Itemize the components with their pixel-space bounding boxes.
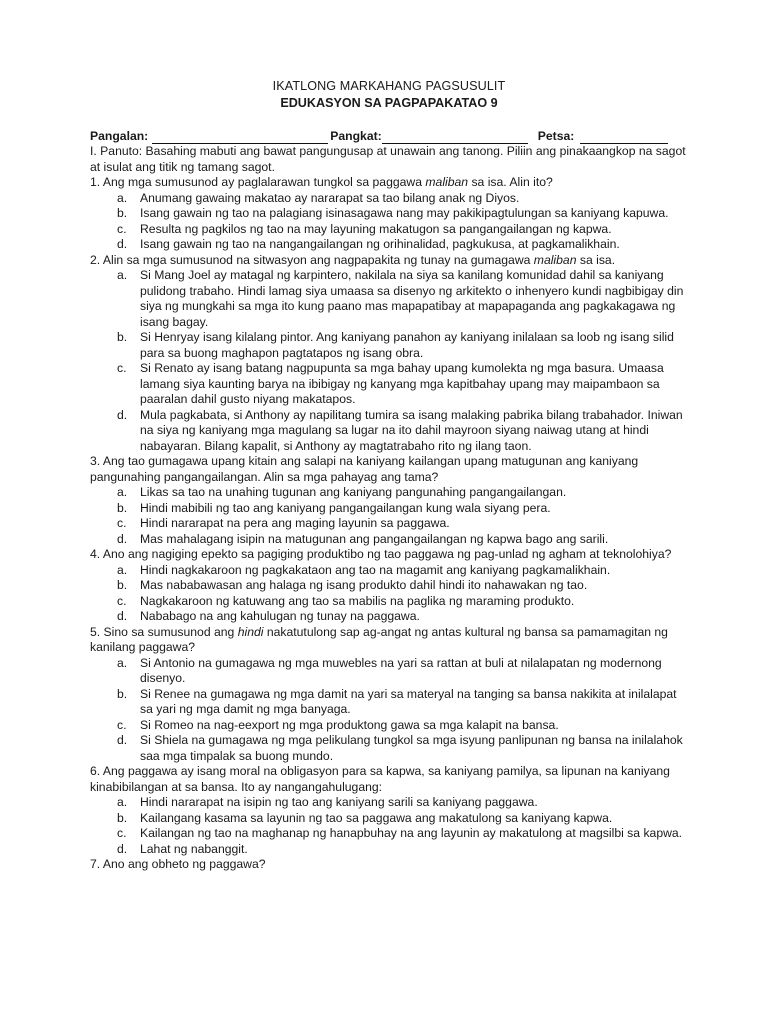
option-item [90,330,688,361]
option-text: Hindi nararapat na isipin ng tao ang kaniyang sarili sa kaniyang paggawa. [140,795,538,809]
option-item [90,842,688,858]
option-text: Si Romeo na nag-eexport ng mga produktong gawa sa mga kalapit na bansa. [140,717,559,732]
question-text [90,857,688,873]
option-letter: d. [117,609,128,623]
option-item [90,656,688,687]
question-text [90,764,688,795]
option-list [90,656,688,765]
option-item [90,563,688,579]
question-text [90,253,688,269]
option-letter: c. [117,221,127,236]
exam-title: IKATLONG MARKAHANG PAGSUSULIT [272,79,506,93]
question-text [90,175,688,191]
question-text [90,454,688,485]
option-list [90,485,688,547]
option-text: Isang gawain ng tao na palagiang isinasagawa nang may pakikipagtulungan sa kaniyang kapuwa. [140,206,669,220]
option-item [90,733,688,764]
option-text: Kailangang kasama sa layunin ng tao sa paggawa ang makatulong sa kaniyang kapwa. [140,810,613,825]
option-letter: c. [117,717,127,732]
question-text-part: 7. Ano ang obheto ng paggawa? [90,857,266,871]
option-list [90,268,688,454]
petsa-blank [580,131,668,144]
pangalan-label: Pangalan: [90,129,149,143]
option-item [90,609,688,625]
pangkat-blank [382,131,528,144]
option-text: Si Shiela na gumagawa ng mga pelikulang tungkol sa mga isyung panlipunan ng bansa na inilalahok saa mga timpalak sa buong mundo. [140,733,683,763]
panuto-instructions: I. Panuto: Basahing mabuti ang bawat pangungusap at unawain ang tanong. Piliin ang pinakaangkop na sagot at isulat ang titik ng tamang sagot. [90,144,686,174]
option-item [90,795,688,811]
option-item [90,811,688,827]
option-letter: c. [117,361,127,375]
option-item [90,501,688,517]
option-letter: c. [117,826,127,840]
option-item [90,594,688,610]
option-item [90,206,688,222]
option-letter: b. [117,686,128,701]
option-letter: a. [117,562,128,577]
question-text-part: 5. Sino sa sumusunod ang [90,624,238,639]
question-1 [90,175,688,253]
option-item [90,191,688,207]
option-item [90,718,688,734]
option-text: Mula pagkabata, si Anthony ay napilitang tumira sa isang malaking pabrika bilang trabahador. Iniwan na siya ng kaniyang mga magulang sa lugar na ito dahil mayroon siyang naiwag utang at hindi nabayaran. Bilang kapalit, si Anthony ay magtatrabaho rito ng ilang taon. [140,407,683,453]
question-4 [90,547,688,625]
option-item [90,687,688,718]
option-text: Mas nababawasan ang halaga ng isang produkto dahil hindi ito nahawakan ng tao. [140,578,588,592]
option-letter: d. [117,237,128,251]
option-text: Kailangan ng tao na maghanap ng hanapbuhay na ang layunin ay makatulong at magsilbi sa kapwa. [140,826,683,840]
option-letter: b. [117,500,128,515]
option-text: Hindi nagkakaroon ng pagkakataon ang tao na magamit ang kaniyang pagkamalikhain. [140,562,611,577]
option-text: Nababago na ang kahulugan ng tunay na paggawa. [140,609,420,623]
pangalan-blank [152,131,328,144]
student-info-row [90,128,688,144]
option-text: Hindi nararapat na pera ang maging layunin sa paggawa. [140,516,450,530]
question-text-part: 2. Alin sa mga sumusunod na sitwasyon ang nagpapakita ng tunay na gumagawa [90,252,534,267]
option-item [90,361,688,408]
option-letter: b. [117,810,128,825]
question-text [90,547,688,563]
question-text [90,625,688,656]
option-item [90,268,688,330]
question-emphasis: maliban [425,175,469,189]
option-item [90,408,688,455]
option-letter: d. [117,733,128,747]
question-5 [90,625,688,765]
option-item [90,578,688,594]
option-text: Nagkakaroon ng katuwang ang tao sa mabilis na paglika ng maraming produkto. [140,593,575,608]
option-list [90,191,688,253]
option-text: Isang gawain ng tao na nangangailangan ng orihinalidad, pagkukusa, at pagkamalikhain. [140,237,620,251]
option-item [90,237,688,253]
question-text-part: sa isa. Alin ito? [468,175,553,189]
option-letter: d. [117,841,128,856]
question-text-part: 3. Ang tao gumagawa upang kitain ang salapi na kaniyang kailangan upang matugunan ang kaniyang pangunahing pangangailangan. Alin sa mga pahayag ang tama? [90,454,639,484]
pangkat-label: Pangkat: [330,129,382,143]
option-letter: d. [117,407,128,422]
question-3 [90,454,688,547]
option-text: Lahat ng nabanggit. [140,841,248,856]
question-text-part: 4. Ano ang nagiging epekto sa pagiging produktibo ng tao paggawa ng pag-unlad ng agham at teknolohiya? [90,547,672,561]
exam-content [90,144,688,873]
option-letter: b. [117,330,128,344]
option-item [90,532,688,548]
exam-subject: EDUKASYON SA PAGPAPAKATAO 9 [280,96,498,110]
option-text: Si Antonio na gumagawa ng mga muwebles na yari sa rattan at buli at nilalapatan ng modernong disenyo. [140,655,662,685]
question-text-part: sa isa. [576,252,616,267]
option-text: Mas mahalagang isipin na matugunan ang pangangailangan ng kapwa bago ang sarili. [140,531,609,546]
option-letter: a. [117,268,128,282]
option-letter: c. [117,593,127,608]
option-text: Hindi mabibili ng tao ang kaniyang pangangailangan kung wala siyang pera. [140,500,551,515]
option-letter: a. [117,190,128,205]
question-text-part: nakatutulong sap ag-angat ng antas kultural ng bansa sa pamamagitan ng kanilang paggawa? [90,624,668,654]
option-text: Resulta ng pagkilos ng tao na may layuning makatugon sa pangangailangan ng kapwa. [140,221,612,236]
option-letter: a. [117,655,128,670]
question-7 [90,857,688,873]
option-letter: b. [117,578,128,592]
option-letter: d. [117,531,128,546]
option-text: Likas sa tao na unahing tugunan ang kaniyang pangunahing pangangailangan. [140,485,567,499]
option-item [90,485,688,501]
option-text: Si Mang Joel ay matagal ng karpintero, nakilala na siya sa kanilang komunidad dahil sa kaniyang pulidong trabaho. Hindi lamag siya umaasa sa disenyo ng arkitekto o inhenyero kundi nagbibigay din siya ng mungkahi sa mga ito kung paano mas mapapatibay at mapapaganda ang pagkakagawa ng isang bagay. [140,268,684,329]
option-list [90,563,688,625]
option-list [90,795,688,857]
question-text-part: 6. Ang paggawa ay isang moral na obligasyon para sa kapwa, sa kaniyang pamilya, sa lipunan na kaniyang kinabibilangan at sa bansa. Ito ay nangangahulugang: [90,764,670,794]
question-6 [90,764,688,857]
option-letter: c. [117,516,127,530]
question-emphasis: maliban [533,252,577,267]
option-text: Anumang gawaing makatao ay nararapat sa tao bilang anak ng Diyos. [140,190,520,205]
petsa-label: Petsa: [537,129,575,143]
question-list [90,175,688,873]
option-text: Si Henryay isang kilalang pintor. Ang kaniyang panahon ay kaniyang inilalaan sa loob ng isang silid para sa buong maghapon pagtatapos ng isang obra. [140,330,674,360]
option-letter: a. [117,795,128,809]
option-item [90,516,688,532]
option-letter: b. [117,206,128,220]
question-text-part: 1. Ang mga sumusunod ay paglalarawan tungkol sa paggawa [90,175,426,189]
option-letter: a. [117,485,128,499]
option-item [90,222,688,238]
question-emphasis: hindi [237,624,264,639]
option-text: Si Renato ay isang batang nagpupunta sa mga bahay upang kumolekta ng mga basura. Umaasa lamang siya kaunting barya na ibibigay ng kanyang mga kapitbahay upang may maipambaon sa paaralan dahil gusto niyang makatapos. [140,361,664,406]
option-text: Si Renee na gumagawa ng mga damit na yari sa materyal na tanging sa bansa nakikita at inilalapat sa yari ng mga damit ng mga banyaga. [140,686,677,716]
question-2 [90,253,688,455]
option-item [90,826,688,842]
